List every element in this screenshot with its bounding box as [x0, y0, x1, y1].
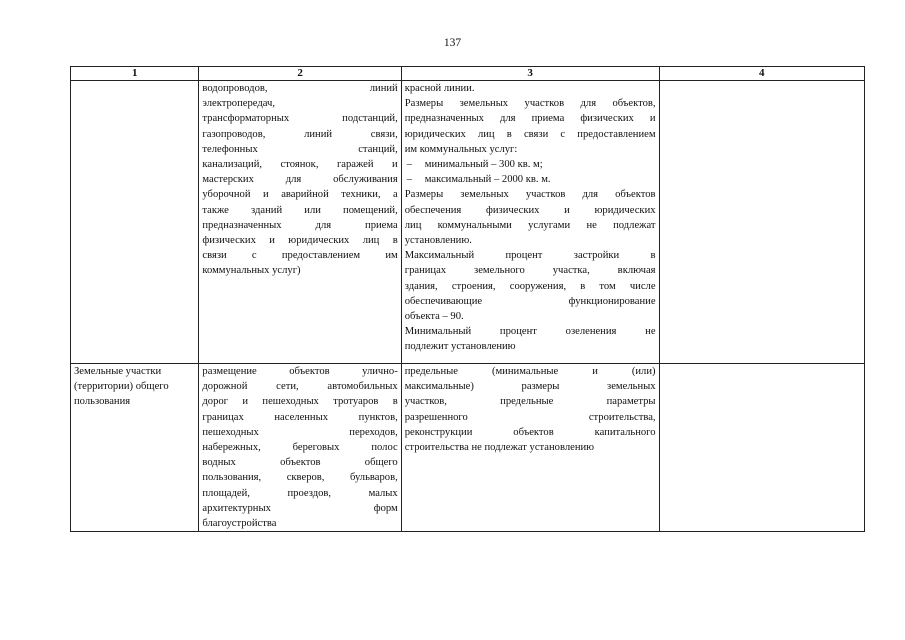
header-col-1: 1 — [71, 67, 199, 81]
header-col-3: 3 — [401, 67, 659, 81]
page-number: 137 — [443, 37, 462, 49]
text-line: границах земельного участка, включая — [404, 265, 656, 277]
text-line: участков, предельные параметры — [404, 396, 656, 408]
text-line: канализаций, стоянок, гаражей и — [202, 159, 398, 171]
text-line: архитектурных форм — [202, 502, 398, 514]
header-col-2: 2 — [199, 67, 401, 81]
cell-parameters — [401, 364, 659, 532]
text-line: физических и юридических лиц в — [202, 235, 398, 247]
text-line: красной линии. — [404, 83, 475, 94]
text-line: Минимальный процент озеленения не — [404, 326, 656, 338]
text-line: пешеходных переходов, — [202, 426, 398, 438]
text-line: также зданий или помещений, — [202, 204, 398, 216]
cell-notes — [659, 364, 864, 532]
text-line: подлежит установлению — [404, 341, 516, 353]
text-line: пользования — [74, 396, 131, 408]
text-line: набережных, береговых полос — [202, 442, 398, 454]
text-line: площадей, проездов, малых — [202, 487, 398, 499]
list-item: – максимальный – 2000 кв. м. — [405, 172, 656, 187]
text-line: водопроводов, линий — [202, 83, 398, 94]
text-line: предназначенных для приема физических и — [404, 113, 656, 125]
text-line: газопроводов, линий связи, — [202, 128, 398, 140]
text-line: здания, строения, сооружения, в том числе — [404, 280, 656, 292]
text-line: водных объектов общего — [202, 457, 398, 469]
regulations-table — [70, 66, 865, 532]
text-line: размещение объектов улично- — [202, 366, 398, 377]
text-line: максимальные) размеры земельных — [404, 381, 656, 393]
text-line: обеспечения физических и юридических — [404, 204, 656, 216]
text-line: им коммунальных услуг: — [404, 143, 518, 155]
text-line: Земельные участки — [74, 366, 162, 377]
text-line: дорог и пешеходных тротуаров в — [202, 396, 398, 408]
text-line: коммунальных услуг) — [202, 265, 301, 277]
table-row — [71, 81, 865, 364]
table-row — [71, 364, 865, 532]
text-line: обеспечивающие функционирование — [404, 295, 656, 307]
text-line: установлению. — [404, 235, 472, 247]
text-line: благоустройства — [202, 518, 277, 530]
text-line: строительства не подлежат установлению — [404, 442, 595, 454]
text-line: предельные (минимальные и (или) — [404, 366, 656, 377]
header-row — [71, 67, 865, 81]
text-line: границах населенных пунктов, — [202, 411, 398, 423]
header-col-4: 4 — [659, 67, 864, 81]
text-line: Размеры земельных участков для объектов, — [404, 98, 656, 110]
text-line: пользования, скверов, бульваров, — [202, 472, 398, 484]
text-line: мастерских для обслуживания — [202, 174, 398, 186]
text-line: электропередач, — [202, 98, 275, 110]
text-line: дорожной сети, автомобильных — [202, 381, 398, 393]
text-line: Максимальный процент застройки в — [404, 250, 656, 262]
text-line: разрешенного строительства, — [404, 411, 656, 423]
text-line: (территории) общего — [74, 381, 169, 393]
cell-notes — [659, 81, 864, 364]
cell-permitted-use — [199, 81, 401, 364]
text-line: предназначенных для приема — [202, 219, 398, 231]
cell-zone-name — [71, 81, 199, 364]
text-line: реконструкции объектов капитального — [404, 426, 656, 438]
text-line: телефонных станций, — [202, 143, 398, 155]
text-line: юридических лиц в связи с предоставлением — [404, 128, 656, 140]
text-line: связи с предоставлением им — [202, 250, 398, 262]
text-line: лиц коммунальными услугами не подлежат — [404, 219, 656, 231]
text-line: трансформаторных подстанций, — [202, 113, 398, 125]
text-line: объекта – 90. — [404, 311, 464, 323]
text-line: уборочной и аварийной техники, а — [202, 189, 398, 201]
text-line: Размеры земельных участков для объектов — [404, 189, 656, 201]
cell-parameters — [401, 81, 659, 364]
list-item: – минимальный – 300 кв. м; — [405, 157, 656, 172]
cell-permitted-use — [199, 364, 401, 532]
cell-zone-name — [71, 364, 199, 532]
